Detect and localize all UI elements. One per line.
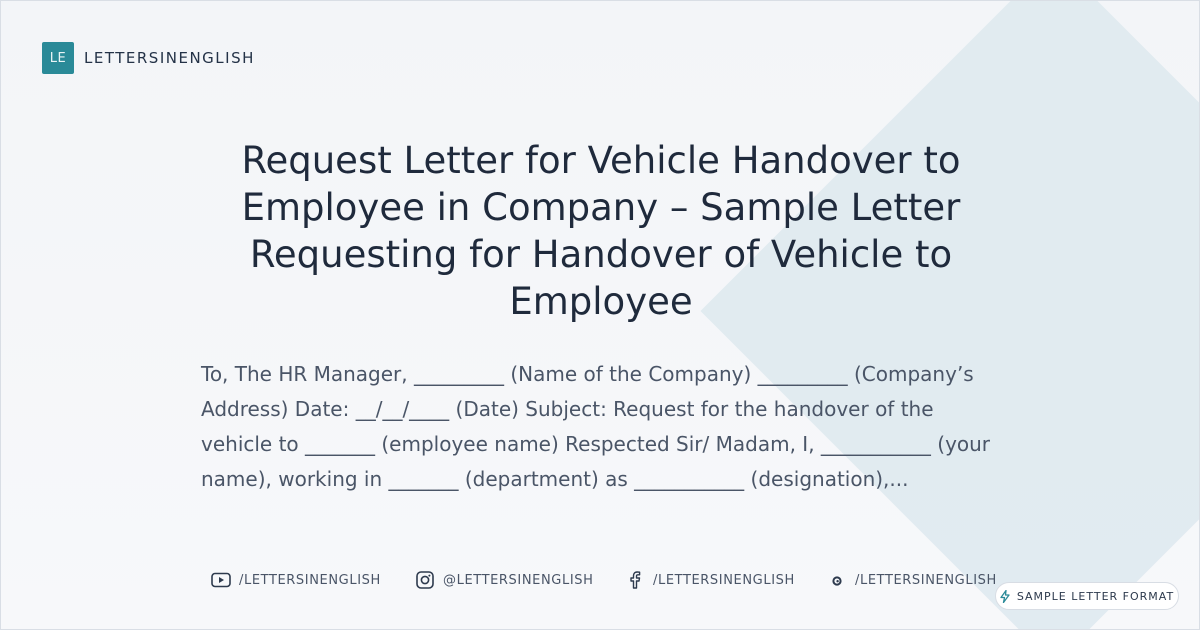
sample-letter-format-badge[interactable] [995,582,1179,610]
social-label: /LETTERSINENGLISH [855,572,997,588]
threads-icon [827,570,847,590]
social-label: /LETTERSINENGLISH [653,572,795,588]
social-label: @LETTERSINENGLISH [443,572,594,588]
social-threads[interactable] [827,569,997,591]
social-instagram[interactable] [415,569,593,591]
youtube-icon [211,570,231,590]
social-youtube[interactable] [211,569,381,591]
social-label: /LETTERSINENGLISH [239,572,381,588]
page-title: Request Letter for Vehicle Handover to Employee in Company – Sample Letter Requesting for Handover of Vehicle to Employee [241,139,961,323]
letter-excerpt: To, The HR Manager, _________ (Name of the Company) _________ (Company’s Address) Date: __/__/____ (Date) Subject: Request for the handover of the vehicle to _______ (employee name) Respected Sir/ Madam, I, ___________ (your name), working in _______ (department) as ___________ (designation),... [201,362,991,491]
social-facebook[interactable] [625,569,795,591]
instagram-icon [415,570,435,590]
badge-label: SAMPLE LETTER FORMAT [1016,589,1175,603]
brand[interactable] [42,42,255,74]
brand-logo: LE [42,42,74,74]
lightning-icon [1000,590,1010,603]
brand-name: LETTERSINENGLISH [84,49,255,67]
facebook-icon [625,570,645,590]
